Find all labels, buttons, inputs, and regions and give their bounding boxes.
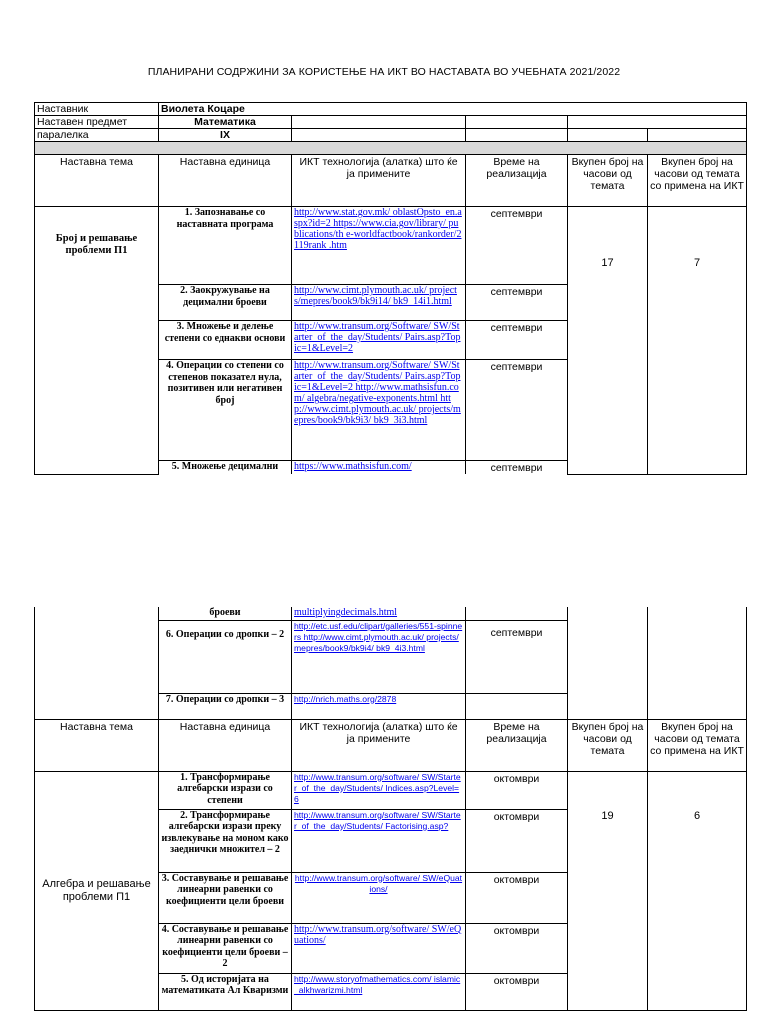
header-total: Вкупен број на часови од темата	[568, 155, 648, 207]
ict-link[interactable]: http://www.transum.org/Software/ SW/Starter_of_the_day/Students/ Pairs.asp?Topic=1&Level=2 http://www.mathsisfun.com/ algebra/negative-exponents.html http://www.cimt.plymouth.ac.uk/ projects/mepres/book9/bk9i3/ bk9_3i3.html	[292, 360, 466, 461]
ict-link[interactable]: http://www.stat.gov.mk/ oblastOpsto_en.aspx?id=2 https://www.cia.gov/library/ publications/th e-worldfactbook/rankorder/2119rank .htm	[292, 207, 466, 285]
unit-name: 2. Заокружување на децимални броеви	[159, 285, 292, 321]
header-time: Време на реализација	[466, 719, 568, 771]
unit-name: 4. Операции со степени со степенов показател нула, позитивен или негативен број	[159, 360, 292, 461]
ict-link[interactable]: multiplyingdecimals.html	[292, 607, 466, 620]
time-cell: октомври	[466, 809, 568, 872]
empty-cell	[648, 129, 747, 142]
empty-cell	[466, 116, 568, 129]
ict-link[interactable]: http://www.storyofmathematics.com/ islamic_alkhwarizmi.html	[292, 973, 466, 1010]
time-cell: септември	[466, 285, 568, 321]
unit-name: 6. Операции со дропки – 2	[159, 620, 292, 693]
teacher-label: Наставник	[35, 103, 159, 116]
time-cell: октомври	[466, 973, 568, 1010]
unit-name: 1. Трансформирање алгебарски изрази со степени	[159, 771, 292, 809]
time-cell: септември	[466, 321, 568, 360]
shaded-cell	[35, 142, 747, 155]
plan-table-part1	[34, 102, 747, 475]
empty-cell	[568, 607, 648, 719]
subject-label: Наставен предмет	[35, 116, 159, 129]
header-theme: Наставна тема	[35, 155, 159, 207]
unit-name: 2. Трансформирање алгебарски изрази преку извлекување на моном како заеднички множител – 2	[159, 809, 292, 872]
table-row	[35, 771, 747, 809]
header-row	[35, 155, 747, 207]
empty-cell	[568, 129, 648, 142]
header-unit: Наставна единица	[159, 155, 292, 207]
time-cell: септември	[466, 620, 568, 693]
time-cell: октомври	[466, 923, 568, 973]
theme1-total-ict: 7	[648, 207, 747, 475]
ict-link[interactable]: http://etc.usf.edu/clipart/galleries/551-spinners http://www.cimt.plymouth.ac.uk/ projects/mepres/book9/bk9i4/ bk9_4i3.html	[292, 620, 466, 693]
ict-link[interactable]: http://www.cimt.plymouth.ac.uk/ projects/mepres/book9/bk9i14/ bk9_14i1.html	[292, 285, 466, 321]
header-theme: Наставна тема	[35, 719, 159, 771]
header-total: Вкупен број на часови од темата	[568, 719, 648, 771]
time-cell: септември	[466, 207, 568, 285]
header-time: Време на реализација	[466, 155, 568, 207]
teacher-value: Виолета Коцаре	[159, 103, 747, 116]
unit-name: 7. Операции со дропки – 3	[159, 693, 292, 719]
class-row	[35, 129, 747, 142]
page-title: ПЛАНИРАНИ СОДРЖИНИ ЗА КОРИСТЕЊЕ НА ИКТ ВО НАСТАВАТА ВО УЧЕБНАТА 2021/2022	[147, 66, 621, 78]
unit-name: 1. Запознавање со наставната програма	[159, 207, 292, 285]
ict-link[interactable]: http://www.transum.org/software/ SW/Starter_of_the_day/Students/ Indices.asp?Level=6	[292, 771, 466, 809]
theme1-name: Број и решавање проблеми П1	[35, 207, 159, 475]
ict-link[interactable]: http://www.transum.org/software/ SW/eQuations/	[292, 923, 466, 973]
unit-name: 5. Од историјата на математиката Ал Кваризми	[159, 973, 292, 1010]
time-cell: октомври	[466, 872, 568, 923]
unit-name: 3. Множење и делење степени со еднакви основи	[159, 321, 292, 360]
theme1-total: 17	[568, 207, 648, 475]
header-total-ict: Вкупен број на часови од темата со примена на ИКТ	[648, 155, 747, 207]
header-unit: Наставна единица	[159, 719, 292, 771]
ict-link[interactable]: https://www.mathsisfun.com/	[292, 461, 466, 475]
ict-link[interactable]: http://www.transum.org/software/ SW/eQuations/	[292, 872, 466, 923]
ict-link[interactable]: http://www.transum.org/Software/ SW/Starter_of_the_day/Students/ Pairs.asp?Topic=1&Level=2	[292, 321, 466, 360]
header-row	[35, 719, 747, 771]
class-label: паралелка	[35, 129, 159, 142]
unit-name: 4. Составување и решавање линеарни равенки со коефициенти цели броеви – 2	[159, 923, 292, 973]
theme2-total: 19	[568, 771, 648, 1010]
subject-value: Математика	[159, 116, 292, 129]
time-cell: октомври	[466, 771, 568, 809]
ict-link[interactable]: http://www.transum.org/software/ SW/Starter_of_the_day/Students/ Factorising.asp?	[292, 809, 466, 872]
empty-cell	[35, 607, 159, 719]
time-cell: септември	[466, 360, 568, 461]
header-total-ict: Вкупен број на часови од темата со примена на ИКТ	[648, 719, 747, 771]
empty-cell	[648, 607, 747, 719]
time-cell: септември	[466, 461, 568, 475]
table-row	[35, 207, 747, 285]
empty-cell	[466, 129, 568, 142]
shaded-separator-row	[35, 142, 747, 155]
unit-name: 5. Множење децимални	[159, 461, 292, 475]
empty-cell	[292, 129, 466, 142]
class-value: IX	[159, 129, 292, 142]
time-cell	[466, 693, 568, 719]
ict-link[interactable]: http://nrich.maths.org/2878	[292, 693, 466, 719]
subject-row	[35, 116, 747, 129]
empty-cell	[466, 607, 568, 620]
unit-name-continued: броеви	[159, 607, 292, 620]
plan-table-part2	[34, 607, 747, 1011]
theme2-name: Алгебра и решавање проблеми П1	[35, 771, 159, 1010]
unit-name: 3. Составување и решавање линеарни равенки со коефициенти цели броеви	[159, 872, 292, 923]
theme2-total-ict: 6	[648, 771, 747, 1010]
header-ict: ИКТ технологија (алатка) што ќе ја примените	[292, 719, 466, 771]
table-row	[35, 607, 747, 620]
header-ict: ИКТ технологија (алатка) што ќе ја примените	[292, 155, 466, 207]
teacher-row	[35, 103, 747, 116]
empty-cell	[568, 116, 747, 129]
empty-cell	[292, 116, 466, 129]
